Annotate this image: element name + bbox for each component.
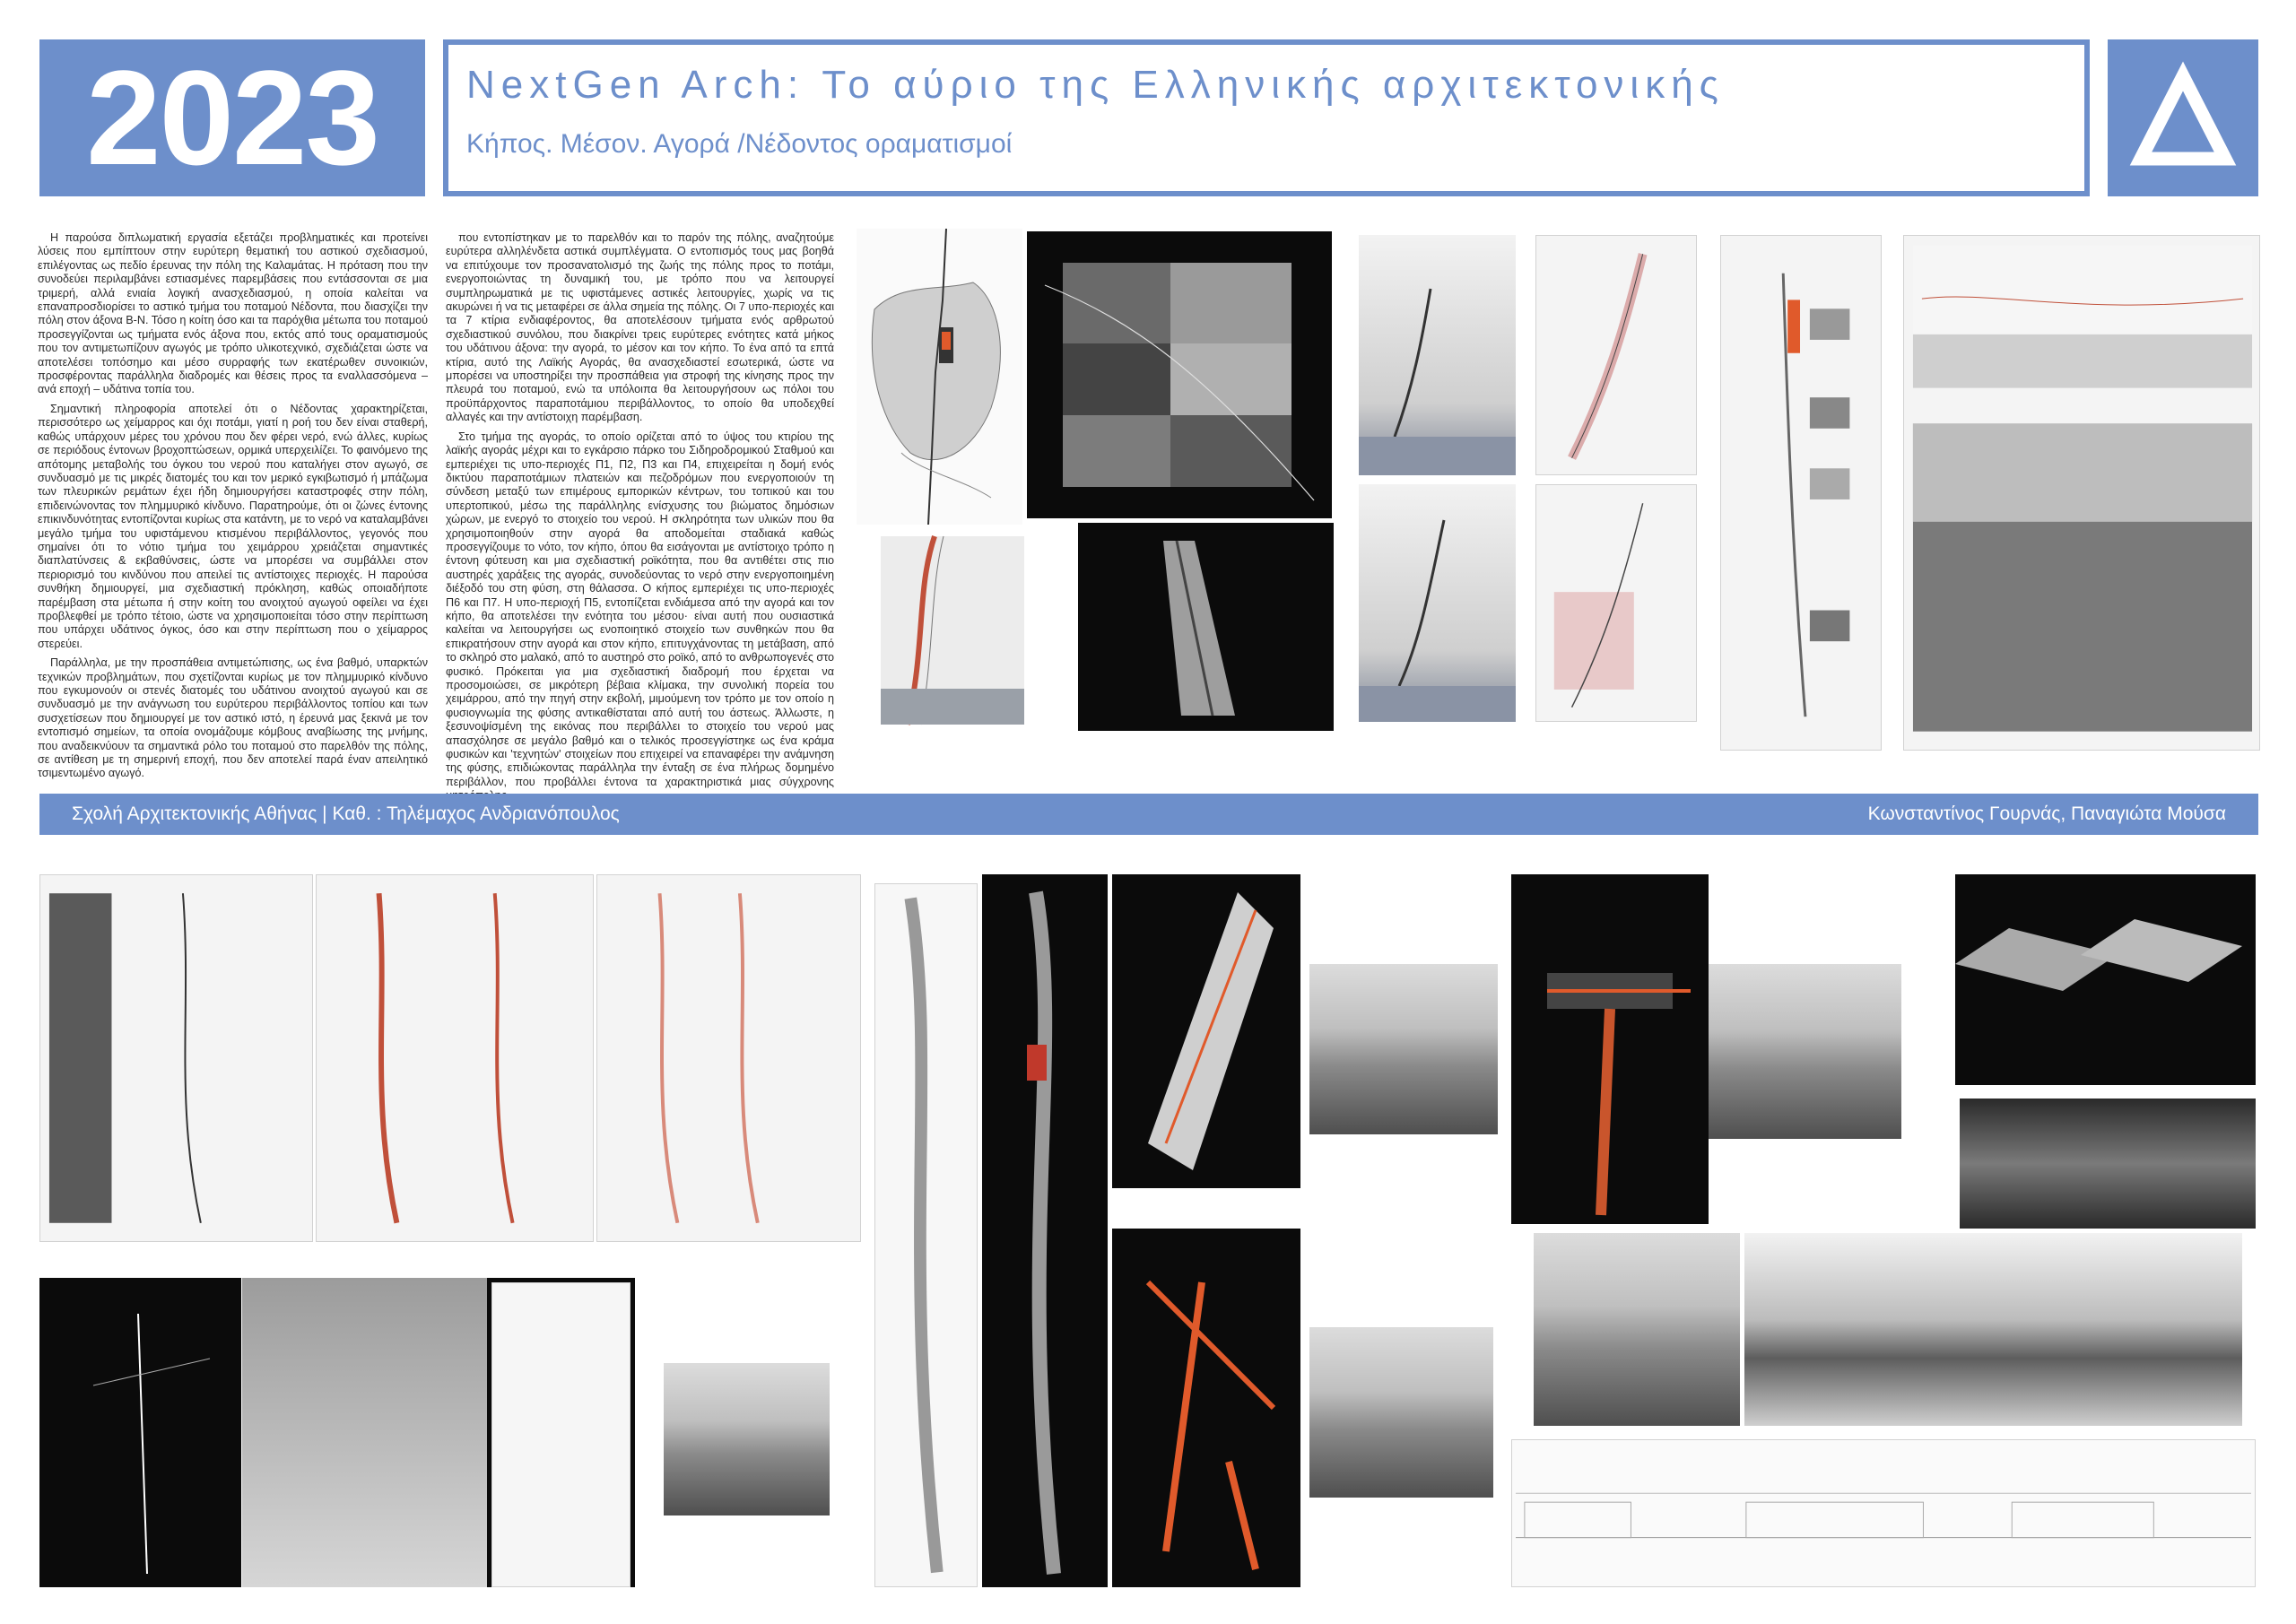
flood-map-bottom [1359,484,1516,722]
building-render-photo [1309,1327,1493,1498]
essay-column-1 [38,231,429,780]
river-axis-strip [1720,235,1882,751]
essay-paragraph: Η παρούσα διπλωματική εργασία εξετάζει προβληματικές και προτείνει λύσεις που εμπίπτουν στην ευρύτερη θεματική του αστικού σχεδιασμού, επιλέγοντας ως πεδίο έρευνας την πόλη της Καλαμάτας. Η πρόταση που την συνοδεύει περιλαμβάνει εστιασμένες παρεμβάσεις που εντάσσονται σε μια τριμερή, αλλά ενιαία λογική ανασχεδιασμού, η οποία καλείται να επαναπροσδιορίσει το αστικό τμήμα του ποταμού Νέδοντα, που διασχίζει την πόλη στον άξονα Β-Ν. Τόσο η κοίτη όσο και τα παρόχθια μέτωπα του ποταμού προσεγγίζονται ως τμήματα ενός άξονα που, εκτός από τους οραματισμούς που τον αντιμετωπίζουν αγωγός με τρόπο υλικοτεχνικό, σχεδιάζεται ώστε να αποτελέσει τοπόσημο και μέσο συρραφής των εκατέρωθεν συνοικιών, προσφέροντας παράλληλα διαδρομές και θέσεις προς τα εναλλασσόμενα – ανά εποχή – υδάτινα τοπία του. [38,231,429,396]
credits-bar [39,794,2258,835]
mountain-panorama-render [1744,1233,2242,1426]
flood-map-top [1359,235,1516,475]
year-label: 2023 [86,42,378,193]
section-plan-dark [1511,874,1709,1224]
long-elevation-drawing [1511,1439,2256,1587]
analysis-sheet-1 [39,874,313,1242]
essay-paragraph: που εντοπίστηκαν με το παρελθόν και το παρόν της πόλης, αναζητούμε ευρύτερα αλληλένδετα αστικά συμπλέγματα. Ο εντοπισμός τους μας βοηθά να επιτύχουμε τον προσανατολισμό της ζωής της πόλης προς το ποτάμι, ενεργοποιώντας τη δυναμική του, με τρόπο που να λειτουργεί συμπληρωματικά με τις υφιστάμενες αστικές λειτουργίες, χωρίς να τις ακυρώνει ή να τις μεταφέρει σε άλλα σημεία της πόλης. Οι 7 υπο-περιοχές και τα 7 κτίρια ενδιαφέροντος, θα αποτελέσουν τμήματα ενός αρθρωτού σχεδιαστικού συνόλου, που διακρίνει τρεις ευρύτερες ενότητες κατά μήκος του υδάτινου άξονα: την αγορά, το μέσον και τον κήπο. Το ένα από τα επτά κτίρια, αυτό της Λαϊκής Αγοράς, θα ανασχεδιαστεί εσωτερικά, ώστε να μπορέσει να υποστηρίξει την προσπάθεια για στροφή της κίνησης προς την πλευρά του ποταμού, ενώ τα υπόλοιπα θα λειτουργήσουν ως πόλοι του προϋπάρχοντος παραποτάμιου περιβάλλοντος, το οποίο θα υποδεχθεί αλλαγές και την αντίστοιχη παρέμβαση. [446,231,834,424]
concrete-building-render [1709,964,1901,1139]
main-title: NextGen Arch: Το αύριο της Ελληνικής αρχιτεκτονικής [466,63,1725,107]
site-plan-thumbnail [881,536,1024,725]
essay-paragraph: Σημαντική πληροφορία αποτελεί ότι ο Νέδοντας χαρακτηρίζεται, περισσότερο ως χείμαρρος και όχι ποτάμι, γιατί η ροή του δεν είναι σταθερή, καθώς υπάρχουν μέρες του χρόνου που δεν φέρει νερό, ενώ άλλες, κυρίως σε περιόδους έντονων βροχοπτώσεων, ορμικά υπερχειλίζει. Το φαινόμενο της απότομης μεταβολής του όγκου του νερού που καταλήγει στον αγωγό, σε συνδυασμό με τις μικρές διατομές του και τον μερικό εγκιβωτισμό ή μπάζωμα των πλευρικών ρεμάτων έχει ήδη δημιουργήσει καταστροφές στην πόλη, επιδεινώνοντας τον πλημμυρικό κίνδυνο. Παρατηρούμε, ότι οι ζώνες έντονης επικινδυνότητας εντοπίζονται κυρίως στα κατάντη, με το νερό να καταλαμβάνει μεγάλο τμήμα του υφιστάμενου κτισμένου περιβάλλοντος, γεγονός που σημαίνει ότι το νότιο τμήμα του χειμάρρου χρειάζεται σημαντικές διαπλατύνσεις & εκβαθύνσεις, ώστε να μπορέσει να συμβάλλει στον περιορισμό του κινδύνου που απειλεί τις αντίστοιχες περιοχές. Η παρούσα συνθήκη δημιουργεί, μια σχεδιαστική πρόκληση, καθώς οποιαδήποτε παρέμβαση στα μέτωπα ή στην κοίτη του ανοιχτού αγωγού οφείλει να έχει προβλεφθεί με τρόπο τέτοιο, ώστε να χρησιμοποιείται τόσο στην περίπτωση που υπάρχει υδάτινος όγκος, όσο και στην περίπτωση που ο χείμαρρος στερεύει. [38,402,428,650]
panorama-sheet [1903,235,2260,751]
masterplan-strip-dark [982,874,1108,1587]
title-inner [448,45,2084,191]
seascape-photo [664,1363,830,1515]
exploded-axonometric-light [491,1282,631,1587]
night-canopy-render [1960,1099,2256,1229]
title-box [443,39,2090,196]
logo-box [2108,39,2258,196]
analysis-sheet-2 [316,874,594,1242]
sketch-map-top [1535,235,1697,475]
riverside-render-photo [1309,964,1498,1134]
site-location-map [857,229,1022,525]
masterplan-strip-light [874,883,978,1587]
concept-sketch-dark [39,1278,241,1587]
plan-detail-top [1112,874,1300,1188]
essay-paragraph: Παράλληλα, με την προσπάθεια αντιμετώπισης, ως ένα βαθμό, υπαρκτών τεχνικών προβλημάτων, που σχετίζονται κυρίως με τον πλημμυρικό κίνδυνο που εγκυμονούν οι στενές διατομές του υδάτινου ανοιχτού αγωγού και σε συνδυασμό με την ανάγνωση του ευρύτερου περιβάλλοντος τοπίου και των συσχετίσεων που δημιουργεί με τον αστικό ιστό, η έρευνά μας ξεκινά με τον εντοπισμό σημείων, τα οποία ονομάζουμε κόμβους αναβίωσης της μνήμης, που αναδεικνύουν τα σημαντικά ρόλο του ποταμού στο παρελθόν της πόλης, σε αντίθεση με τη σημερινή εποχή, που δεν αποτελεί παρά έναν απειλητικό τσιμεντωμένο αγωγό. [38,656,428,780]
river-model-photo [1078,523,1334,731]
delta-triangle-icon [2134,69,2232,168]
authors-credit: Κωνσταντίνος Γουρνάς, Παναγιώτα Μούσα [1867,803,2226,824]
sub-title: Κήπος. Μέσον. Αγορά /Νέδοντος οραματισμοί [466,129,1013,159]
isometric-layers-dark [1955,874,2256,1085]
analysis-sheet-3 [596,874,861,1242]
year-box [39,39,425,196]
street-perspective-render [1534,1233,1740,1426]
model-hand-photo [242,1278,489,1587]
essay-paragraph: Στο τμήμα της αγοράς, το οποίο ορίζεται από το ύψος του κτιρίου της λαϊκής αγοράς μέχρι και το εγκάρσιο πάρκο του Σιδηροδρομικού Σταθμού και εμπεριέχει τις υπο-περιοχές Π1, Π2, Π3 και Π4, επιχειρείται η δομή ενός δικτύου παραποτάμιων πλατειών και πεζοδρόμων που ενεργοποιούν τη σύνδεση μεταξύ των επιμέρους εμπορικών κέντρων, του τοπικού και του υπερτοπικού, μέσω της παράλληλης ενίσχυσης του βιώματος δημόσιων χώρων, με ενεργό το στοιχείο του νερού. Η σκληρότητα των υλικών που θα χρησιμοποιηθούν στην αγορά θα αποδομείται σταδιακά καθώς προσεγγίζουμε το νότο, τον κήπο, όπου θα εισάγονται με αντίστοιχο τρόπο η έντονη φύτευση και μια σχεδιαστική ροϊκότητα, που θα αντιθέτει στις πιο αυστηρές χαράξεις της αγοράς, συνοδεύοντας το νερό στην ενεργοποιημένη διέξοδό του στη φύση, στη θάλασσα. Ο κήπος εμπεριέχει τις υπο-περιοχές Π6 και Π7. Η υπο-περιοχή Π5, εντοπίζεται ενδιάμεσα από την αγορά και τον κήπο, θα αποτελέσει την ενότητα του μέσου· είναι αυτή που ουσιαστικά καλείται να λειτουργήσει ως ενοποιητικό στοιχείο των συνθηκών που θα επικρατήσουν στην αγορά και στον κήπο, επιτυγχάνοντας τη μετάβαση, από το σκληρό στο μαλακό, από το αυστηρό στο ροϊκό, από το ανθρωπογενές στο φυσικό. Πρόκειται για μια σχεδιαστική διαδρομή που έρχεται να προσομοιώσει, σε μικρότερη βέβαια κλίμακα, την συνολική πορεία του χειμάρρου, από την πηγή στην εκβολή, μιμούμενη τον τρόπο με τον οποίο η φυσιογνωμία της φύσης αντικαθίσταται από αυτή του άστεως. Άλλωστε, η ξεσυνοψίσμένη της εικόνας που περιβάλλει το στοιχείο του νερού μας απασχόλησε σε μεγάλο βαθμό και ο τελικός προσεγγίστηκε ως ένα κράμα φυσικών και 'τεχνητών' στοιχείων που επιχειρεί να επαναφέρει την ανάμνηση της φύσης, επιδιώκοντας παράλληλα την ένταξη σε ένα πλήρως δομημένο περιβάλλον, που προβάλλει έντονα τα χαρακτηριστικά μιας σύγχρονης [446,430,834,788]
photo-collage-panel [1027,231,1332,518]
essay-column-2 [446,231,834,788]
school-credit: Σχολή Αρχιτεκτονικής Αθήνας | Καθ. : Τηλέμαχος Ανδριανόπουλος [72,803,620,824]
sketch-map-bottom [1535,484,1697,722]
plan-detail-bottom [1112,1229,1300,1587]
